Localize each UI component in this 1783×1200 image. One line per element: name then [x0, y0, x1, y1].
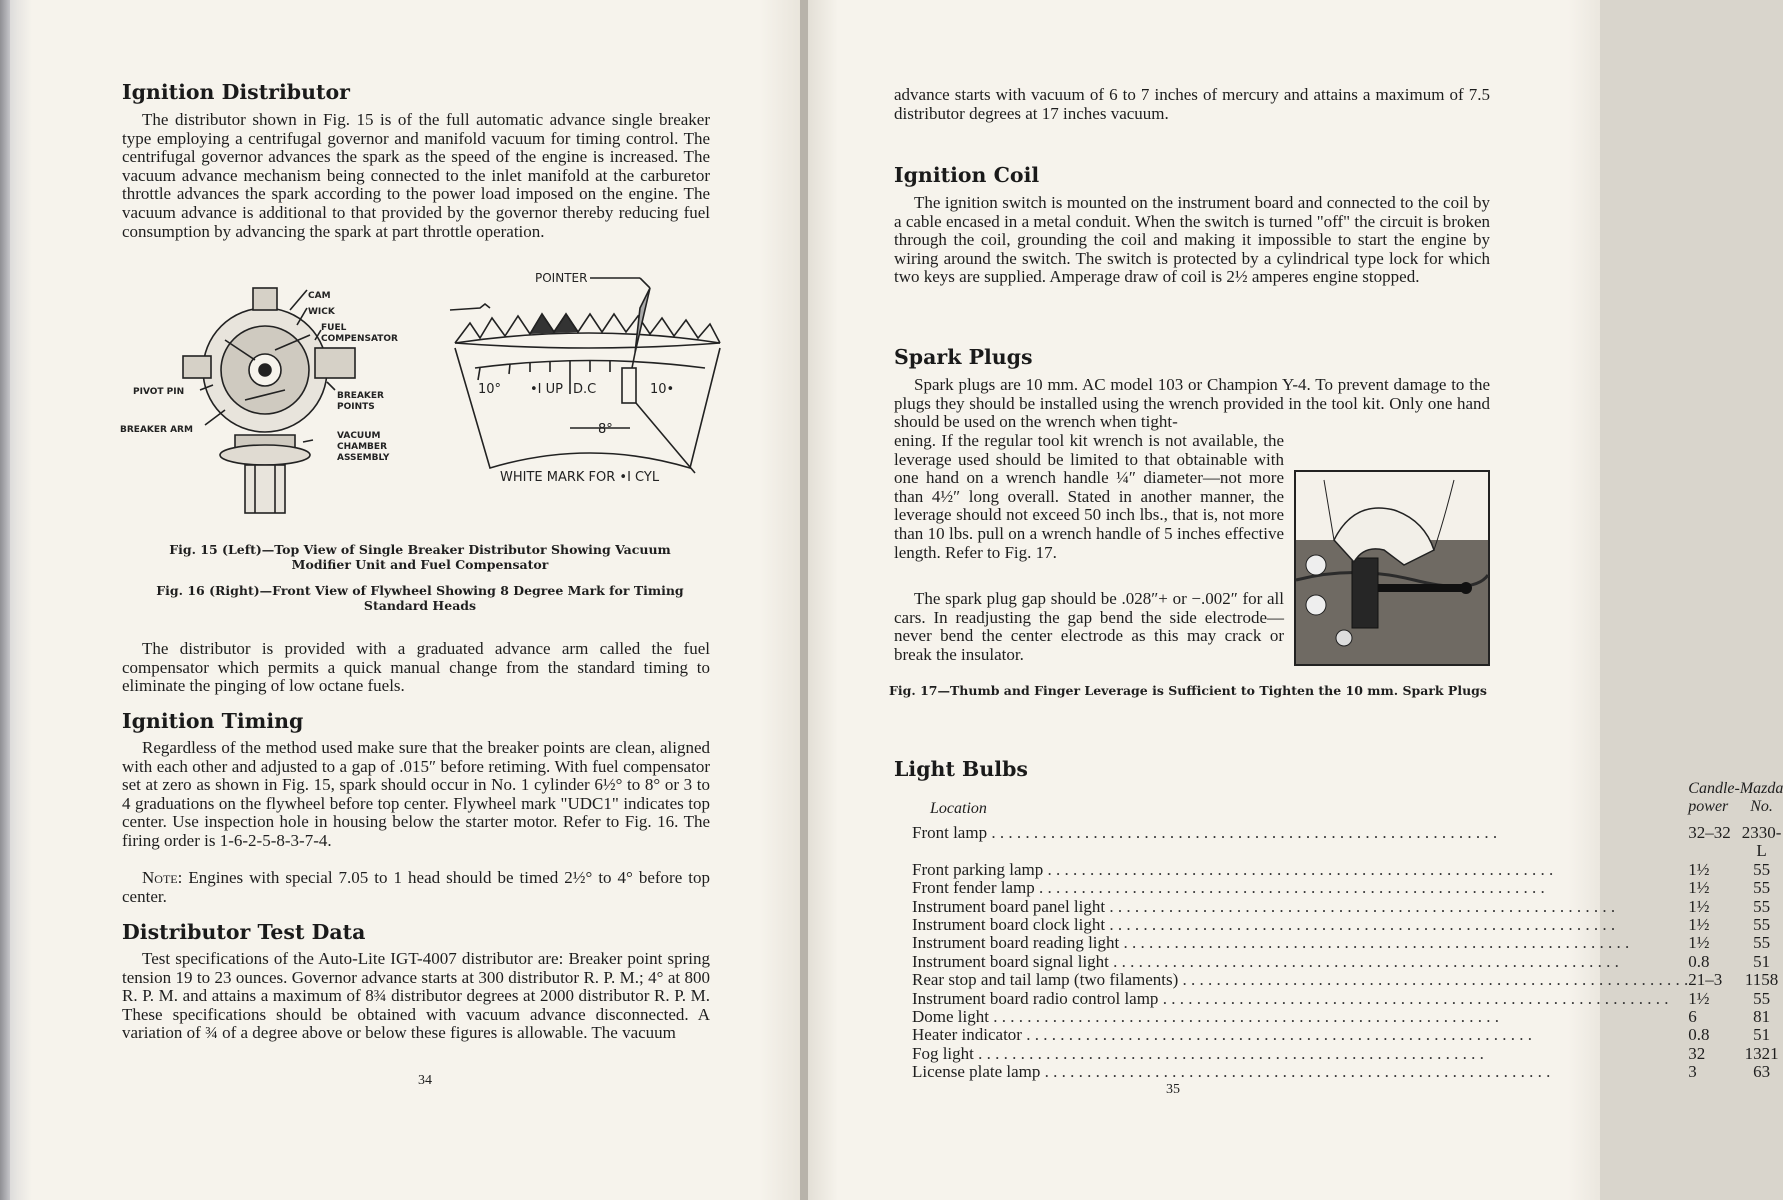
table-row	[912, 898, 1783, 916]
left-page	[0, 0, 800, 1200]
cell-location	[912, 990, 1688, 1008]
fig15-label-vacuum: VACUUM	[337, 431, 381, 441]
cell-location	[912, 1045, 1688, 1063]
leader-dots: . . . . . . . . . . . . . . . . . . . . . . . . . . . . . . . . . . . . . . . . . . . . . . . . . . . . . . . . . . . .	[1158, 988, 1669, 1008]
note-label: Note:	[142, 868, 183, 887]
leader-dots: . . . . . . . . . . . . . . . . . . . . . . . . . . . . . . . . . . . . . . . . . . . . . . . . . . . . . . . . . . . .	[1105, 915, 1616, 935]
table-row	[912, 953, 1783, 971]
location-text: Instrument board signal light	[912, 951, 1109, 971]
cell-mazda-number: 1321	[1744, 1043, 1779, 1063]
cell-candlepower: 1½	[1688, 878, 1710, 898]
fig16-label-one-up: •I UP	[530, 382, 563, 397]
fig15-label-breaker-arm: BREAKER ARM	[120, 425, 193, 435]
cell-mazda-number: 51	[1753, 951, 1771, 971]
cell-candlepower: 32–32	[1688, 823, 1731, 842]
fig15-label-compensator: COMPENSATOR	[321, 334, 398, 344]
leader-dots: . . . . . . . . . . . . . . . . . . . . . . . . . . . . . . . . . . . . . . . . . . . . . . . . . . . . . . . . . . . .	[1119, 933, 1630, 953]
light-bulbs-table	[912, 780, 1783, 1082]
fig16-label-pointer: POINTER	[535, 271, 588, 285]
paragraph-test-data: Test specifications of the Auto-Lite IGT-4007 distributor are: Breaker point spring tension 19 to 23 ounces. Governor advance starts at 300 distributor R. P. M.; 4° at 800 R. P. M. and attains a maximum of 8¾ distributor degrees at 2000 distributor R. P. M. These specifications should be obtained with vacuum advance disconnected. A variation of ¾ of a degree above or below these figures is allowable. The vacuum	[122, 949, 710, 1043]
paragraph-spark-plugs-leverage: ening. If the regular tool kit wrench is not available, the leverage used should be limited to that obtainable with one hand on a wrench handle ¼″ diameter—not more than 4½″ long overall. Stated in another manner, the leverage should not exceed 50 inch lbs., that is, not more than 10 lbs. pull on a wrench handle of 5 inches effective length. Refer to Fig. 17.	[894, 431, 1284, 562]
leader-dots: . . . . . . . . . . . . . . . . . . . . . . . . . . . . . . . . . . . . . . . . . . . . . . . . . . . . . . . . . . . .	[987, 823, 1498, 842]
fig15-label-cam: CAM	[308, 291, 331, 301]
book-gutter	[800, 0, 808, 1200]
light-bulbs-rows	[912, 824, 1783, 1082]
cell-mazda-number: 55	[1753, 933, 1771, 953]
column-header-location: Location	[930, 800, 987, 817]
cell-mazda-number: 55	[1753, 878, 1771, 898]
caption-fig-17: Fig. 17—Thumb and Finger Leverage is Sufficient to Tighten the 10 mm. Spark Plugs	[889, 683, 1487, 698]
cell-mazda-number: 55	[1753, 988, 1771, 1008]
cell-candlepower: 0.8	[1688, 951, 1710, 971]
leader-dots: . . . . . . . . . . . . . . . . . . . . . . . . . . . . . . . . . . . . . . . . . . . . . . . . . . . . . . . . . . . .	[1108, 951, 1619, 971]
cell-candlepower: 1½	[1688, 915, 1710, 935]
leader-dots: . . . . . . . . . . . . . . . . . . . . . . . . . . . . . . . . . . . . . . . . . . . . . . . . . . . . . . . . . . . .	[988, 1007, 1499, 1027]
paragraph-compensator: The distributor is provided with a graduated advance arm called the fuel compensator which permits a quick manual change from the standard timing to eliminate the pinging of low octane fuels.	[122, 639, 710, 696]
figure-15-distributor	[120, 270, 425, 520]
fig15-label-breaker: BREAKER	[337, 391, 384, 401]
fig15-label-assembly: ASSEMBLY	[337, 453, 390, 463]
book-spine	[0, 0, 10, 1200]
location-text: Front fender lamp	[912, 878, 1035, 898]
heading-spark-plugs: Spark Plugs	[894, 345, 1033, 369]
cell-candlepower: 32	[1688, 1043, 1706, 1063]
leader-dots: . . . . . . . . . . . . . . . . . . . . . . . . . . . . . . . . . . . . . . . . . . . . . . . . . . . . . . . . . . . .	[973, 1043, 1484, 1063]
table-row	[912, 1008, 1783, 1026]
cell-location	[912, 916, 1688, 934]
figure-17-wrench-photo	[1294, 470, 1490, 666]
page-number-right: 35	[1166, 1082, 1180, 1097]
cell-location	[912, 1008, 1688, 1026]
cell-location	[912, 861, 1688, 879]
cell-location	[912, 953, 1688, 971]
table-row	[912, 824, 1783, 861]
cell-location	[912, 1026, 1688, 1044]
cell-candlepower: 3	[1688, 1062, 1697, 1082]
fig15-label-wick: WICK	[308, 307, 335, 317]
cell-mazda-number: 51	[1753, 1025, 1771, 1045]
fig15-label-chamber: CHAMBER	[337, 442, 387, 452]
cell-mazda-number: 63	[1753, 1062, 1771, 1082]
cell-candlepower: 1½	[1688, 933, 1710, 953]
heading-distributor-test-data: Distributor Test Data	[122, 920, 366, 944]
leader-dots: . . . . . . . . . . . . . . . . . . . . . . . . . . . . . . . . . . . . . . . . . . . . . . . . . . . . . . . . . . . .	[1034, 878, 1545, 898]
paragraph-note	[122, 869, 710, 906]
paragraph-vacuum-continued: advance starts with vacuum of 6 to 7 inches of mercury and attains a maximum of 7.5 distributor degrees at 17 inches vacuum.	[894, 85, 1490, 123]
location-text: Instrument board clock light	[912, 915, 1106, 935]
location-text: Front parking lamp	[912, 859, 1044, 879]
cell-location	[912, 898, 1688, 916]
table-row	[912, 1063, 1783, 1081]
leader-dots: . . . . . . . . . . . . . . . . . . . . . . . . . . . . . . . . . . . . . . . . . . . . . . . . . . . . . . . . . . . .	[1021, 1025, 1532, 1045]
table-row	[912, 971, 1783, 989]
figure-16-flywheel	[450, 268, 725, 523]
cell-location	[912, 971, 1688, 989]
heading-ignition-timing: Ignition Timing	[122, 709, 304, 733]
paragraph-coil: The ignition switch is mounted on the instrument board and connected to the coil by a cable encased in a metal conduit. When the switch is turned "off" the circuit is broken through the coil, grounding the coil and making it impossible to start the engine by wiring around the switch. The switch is protected by a cylindrical type lock for which two keys are supplied. Amperage draw of coil is 2½ amperes engine stopped.	[894, 193, 1490, 287]
cell-mazda-number: 55	[1753, 896, 1771, 916]
location-text: Rear stop and tail lamp (two filaments)	[912, 970, 1179, 990]
caption-fig-16: Fig. 16 (Right)—Front View of Flywheel Showing 8 Degree Mark for Timing Standard Heads	[156, 583, 684, 613]
cell-mazda-number: 81	[1753, 1007, 1771, 1027]
location-text: License plate lamp	[912, 1062, 1041, 1082]
cell-candlepower: 0.8	[1688, 1025, 1710, 1045]
fig16-label-ten-right: 10•	[650, 382, 675, 397]
fig15-label-fuel: FUEL	[321, 323, 347, 333]
heading-light-bulbs: Light Bulbs	[894, 757, 1028, 781]
location-text: Instrument board reading light	[912, 933, 1120, 953]
location-text: Fog light	[912, 1043, 974, 1063]
location-text: Instrument board panel light	[912, 896, 1106, 916]
paragraph-plug-gap: The spark plug gap should be .028″+ or −.002″ for all cars. In readjusting the gap bend the side electrode—never bend the center electrode as this may crack or break the insulator.	[894, 589, 1284, 664]
cell-candlepower: 6	[1688, 1007, 1697, 1027]
note-text: Engines with special 7.05 to 1 head should be timed 2½° to 4° before top center.	[122, 868, 710, 906]
paragraph-spark-plugs: Spark plugs are 10 mm. AC model 103 or Champion Y-4. To prevent damage to the plugs they should be installed using the wrench provided in the tool kit. Only one hand should be used on the wrench when tight-	[894, 375, 1490, 432]
cell-location	[912, 934, 1688, 952]
fig16-label-eight: 8°	[598, 422, 613, 437]
fig15-label-pivot-pin: PIVOT PIN	[133, 387, 185, 397]
column-header-candlepower: Candle- power	[1688, 780, 1740, 815]
leader-dots: . . . . . . . . . . . . . . . . . . . . . . . . . . . . . . . . . . . . . . . . . . . . . . . . . . . . . . . . . . . .	[1043, 859, 1554, 879]
cell-mazda-number: 55	[1753, 859, 1771, 879]
leader-dots: . . . . . . . . . . . . . . . . . . . . . . . . . . . . . . . . . . . . . . . . . . . . . . . . . . . . . . . . . . . .	[1178, 970, 1689, 990]
table-row	[912, 879, 1783, 897]
paragraph-timing: Regardless of the method used make sure that the breaker points are clean, aligned with each other and adjusted to a gap of .015″ before retiming. With fuel compensator set at zero as shown in Fig. 15, spark should occur in No. 1 cylinder 6½° to 8° or 3 to 4 graduations on the flywheel before top center. Flywheel mark "UDC1" indicates top center. Use inspection hole in housing below the starter motor. Refer to Fig. 16. The firing order is 1-6-2-5-8-3-7-4.	[122, 738, 710, 850]
location-text: Instrument board radio control lamp	[912, 988, 1159, 1008]
cell-candlepower: 21–3	[1688, 970, 1723, 990]
cell-location	[912, 1063, 1688, 1081]
leader-dots: . . . . . . . . . . . . . . . . . . . . . . . . . . . . . . . . . . . . . . . . . . . . . . . . . . . . . . . . . . . .	[1040, 1062, 1551, 1082]
cell-candlepower: 1½	[1688, 859, 1710, 879]
location-text: Front lamp	[912, 823, 988, 842]
cell-location	[912, 824, 1688, 861]
page-number-left: 34	[418, 1073, 432, 1088]
location-text: Heater indicator	[912, 1025, 1022, 1045]
fig16-label-white-mark: WHITE MARK FOR •I CYL	[500, 470, 660, 485]
fig15-label-points: POINTS	[337, 402, 375, 412]
cell-mazda-number: 1158	[1744, 970, 1779, 990]
leader-dots: . . . . . . . . . . . . . . . . . . . . . . . . . . . . . . . . . . . . . . . . . . . . . . . . . . . . . . . . . . . .	[1105, 896, 1616, 916]
table-row	[912, 1026, 1783, 1044]
heading-ignition-distributor: Ignition Distributor	[122, 80, 350, 104]
cell-candlepower: 1½	[1688, 988, 1710, 1008]
caption-fig-15: Fig. 15 (Left)—Top View of Single Breaker Distributor Showing Vacuum Modifier Unit and Fuel Compensator	[169, 542, 671, 572]
cell-candlepower: 1½	[1688, 896, 1710, 916]
table-row	[912, 934, 1783, 952]
column-header-mazda: Mazda No.	[1739, 780, 1783, 815]
table-row	[912, 861, 1783, 879]
table-row	[912, 1045, 1783, 1063]
heading-ignition-coil: Ignition Coil	[894, 163, 1040, 187]
right-page	[808, 0, 1783, 1200]
paragraph-distributor: The distributor shown in Fig. 15 is of the full automatic advance single breaker type employing a centrifugal governor and manifold vacuum for timing control. The centrifugal governor advances the spark as the speed of the engine is increased. The vacuum advance mechanism being connected to the inlet manifold at the carburetor throttle advances the spark according to the power load imposed on the engine. The vacuum advance is additional to that provided by the governor thereby reducing fuel consumption by advancing the spark at part throttle operation.	[122, 110, 710, 241]
fig16-label-ten-left: 10°	[478, 382, 502, 397]
cell-location	[912, 879, 1688, 897]
fig16-label-dc: D.C	[573, 382, 597, 397]
cell-mazda-number: 2330-L	[1741, 823, 1782, 861]
table-row	[912, 916, 1783, 934]
table-row	[912, 990, 1783, 1008]
cell-mazda-number: 55	[1753, 915, 1771, 935]
location-text: Dome light	[912, 1007, 989, 1027]
